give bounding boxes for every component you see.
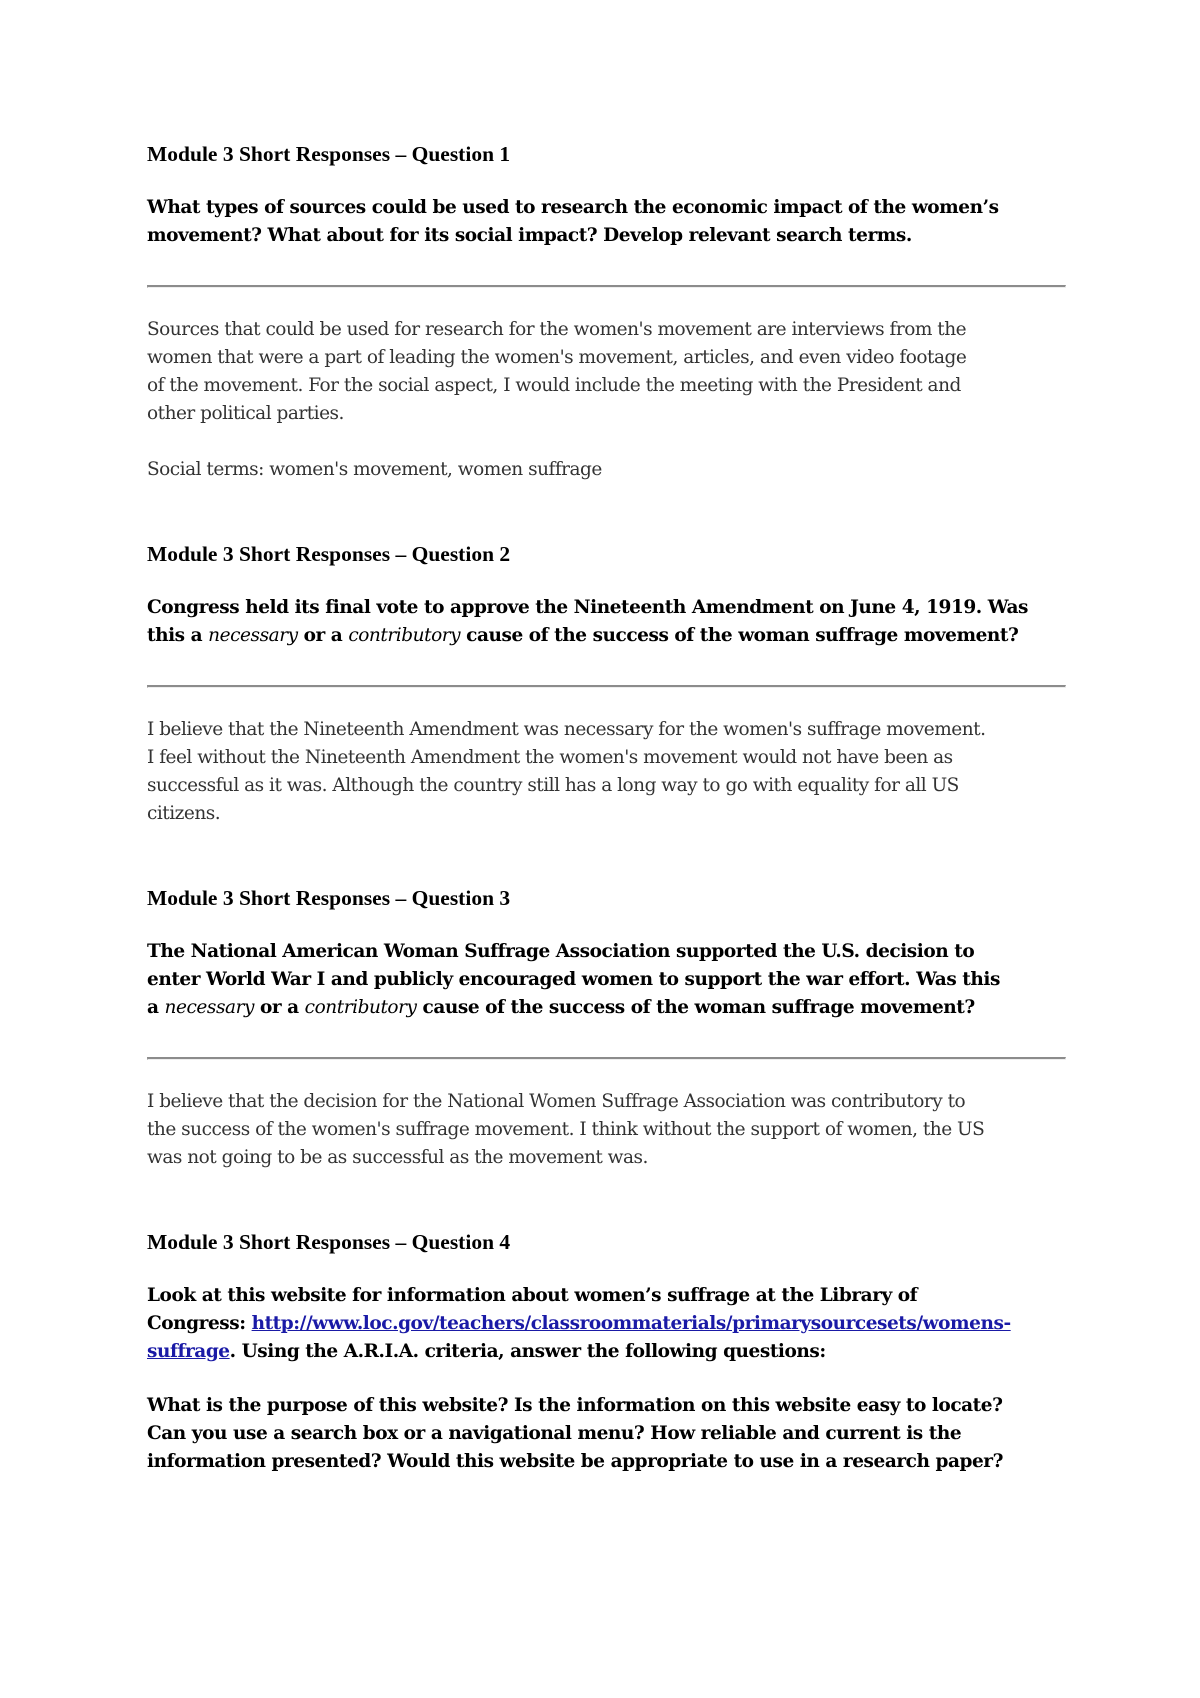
prompt-text: this a bbox=[147, 625, 209, 646]
prompt-line bbox=[147, 1338, 1067, 1366]
prompt-text: Congress: bbox=[147, 1313, 252, 1334]
prompt-text: movement? What about for its social impact? Develop relevant search terms. bbox=[147, 225, 912, 246]
answer-line: was not going to be as successful as the movement was. bbox=[147, 1147, 648, 1168]
prompt-text: enter World War I and publicly encouraged women to support the war effort. Was this bbox=[147, 969, 1000, 990]
question-2-answer[interactable] bbox=[147, 716, 1067, 828]
prompt-line bbox=[147, 1310, 1067, 1338]
prompt-line bbox=[147, 1282, 1067, 1310]
prompt-text: Congress held its final vote to approve the Nineteenth Amendment on June 4, 1919. Was bbox=[147, 597, 1029, 618]
answer-line: Social terms: women's movement, women suffrage bbox=[147, 459, 602, 480]
italic-term-necessary: necessary bbox=[208, 625, 298, 646]
answer-line: Sources that could be used for research for the women's movement are interviews from the bbox=[147, 319, 967, 340]
question-4-section bbox=[147, 1228, 1067, 1476]
answer-paragraph bbox=[147, 316, 1067, 428]
italic-term-necessary: necessary bbox=[164, 997, 254, 1018]
italic-term-contributory: contributory bbox=[348, 625, 461, 646]
prompt-line bbox=[147, 966, 1067, 994]
answer-line: citizens. bbox=[147, 803, 221, 824]
question-3-prompt bbox=[147, 938, 1067, 1022]
answer-divider bbox=[147, 1057, 1066, 1060]
question-3-heading: Module 3 Short Responses – Question 3 bbox=[147, 886, 511, 910]
loc-website-link-continued[interactable]: suffrage bbox=[147, 1341, 230, 1362]
question-3-answer[interactable] bbox=[147, 1088, 1067, 1172]
question-4-subquestions bbox=[147, 1392, 1067, 1476]
answer-line: I believe that the Nineteenth Amendment was necessary for the women's suffrage movement. bbox=[147, 719, 986, 740]
prompt-text: or a bbox=[253, 997, 305, 1018]
prompt-line: Can you use a search box or a navigational menu? How reliable and current is the bbox=[147, 1423, 962, 1444]
answer-paragraph bbox=[147, 1088, 1067, 1172]
answer-line: of the movement. For the social aspect, I would include the meeting with the President and bbox=[147, 375, 961, 396]
answer-divider bbox=[147, 685, 1066, 688]
prompt-text: cause of the success of the woman suffrage movement? bbox=[460, 625, 1019, 646]
answer-line: other political parties. bbox=[147, 403, 344, 424]
question-2-prompt bbox=[147, 594, 1067, 650]
loc-website-link[interactable]: http://www.loc.gov/teachers/classroommaterials/primarysourcesets/womens- bbox=[251, 1313, 1011, 1334]
document-page bbox=[147, 140, 1067, 1476]
prompt-line bbox=[147, 194, 1067, 222]
answer-line: successful as it was. Although the country still has a long way to go with equality for all US bbox=[147, 775, 959, 796]
question-4-heading: Module 3 Short Responses – Question 4 bbox=[147, 1230, 511, 1254]
question-2-section bbox=[147, 540, 1067, 828]
prompt-line bbox=[147, 938, 1067, 966]
question-2-heading: Module 3 Short Responses – Question 2 bbox=[147, 542, 511, 566]
question-1-answer[interactable] bbox=[147, 316, 1067, 484]
prompt-text: What types of sources could be used to research the economic impact of the women’s bbox=[147, 197, 999, 218]
prompt-line bbox=[147, 994, 1067, 1022]
prompt-text: or a bbox=[297, 625, 349, 646]
answer-line: the success of the women's suffrage movement. I think without the support of women, the US bbox=[147, 1119, 985, 1140]
prompt-text: cause of the success of the woman suffrage movement? bbox=[416, 997, 975, 1018]
question-4-prompt bbox=[147, 1282, 1067, 1366]
prompt-line bbox=[147, 222, 1067, 250]
prompt-text: a bbox=[147, 997, 165, 1018]
question-1-heading: Module 3 Short Responses – Question 1 bbox=[147, 142, 511, 166]
answer-line: women that were a part of leading the women's movement, articles, and even video footage bbox=[147, 347, 967, 368]
question-1-prompt bbox=[147, 194, 1067, 250]
italic-term-contributory: contributory bbox=[304, 997, 417, 1018]
prompt-text: Look at this website for information about women’s suffrage at the Library of bbox=[147, 1285, 918, 1306]
answer-divider bbox=[147, 285, 1066, 288]
answer-paragraph bbox=[147, 716, 1067, 828]
answer-paragraph bbox=[147, 456, 1067, 484]
answer-line: I feel without the Nineteenth Amendment the women's movement would not have been as bbox=[147, 747, 953, 768]
question-3-section bbox=[147, 884, 1067, 1172]
answer-line: I believe that the decision for the National Women Suffrage Association was contributory to bbox=[147, 1091, 966, 1112]
prompt-line bbox=[147, 622, 1067, 650]
prompt-line: information presented? Would this website be appropriate to use in a research paper? bbox=[147, 1451, 1003, 1472]
prompt-text: . Using the A.R.I.A. criteria, answer the following questions: bbox=[229, 1341, 826, 1362]
prompt-text: The National American Woman Suffrage Association supported the U.S. decision to bbox=[147, 941, 975, 962]
prompt-line bbox=[147, 594, 1067, 622]
prompt-line: What is the purpose of this website? Is the information on this website easy to locate? bbox=[147, 1395, 1003, 1416]
question-1-section bbox=[147, 140, 1067, 484]
